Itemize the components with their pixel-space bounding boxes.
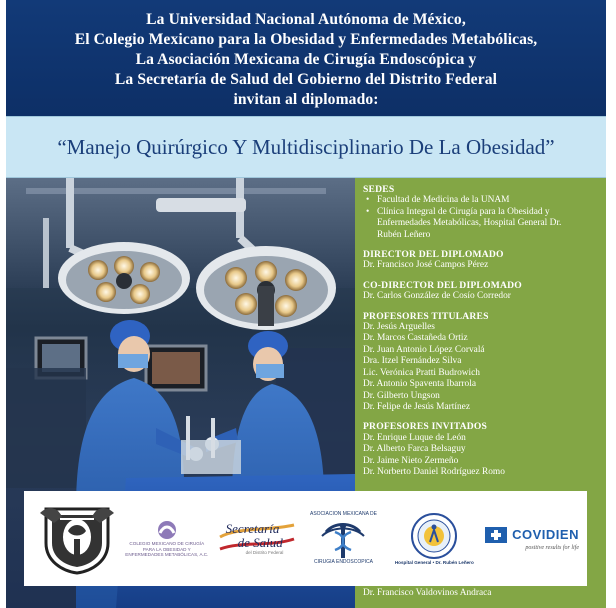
professor-name: Dr. Juan Antonio López Corvalá	[363, 344, 485, 355]
salud-sub-text: de Salud	[237, 534, 283, 550]
professor-name: Dr. Gilberto Ungson	[363, 390, 440, 401]
professor-name: Dr. Marcos Castañeda Ortiz	[363, 333, 468, 344]
header-line: La Asociación Mexicana de Cirugía Endoscópica y	[135, 51, 477, 68]
header-line: La Universidad Nacional Autónoma de México,	[146, 11, 466, 28]
covidien-tagline: positive results for life	[525, 544, 579, 551]
list-item	[363, 207, 600, 241]
header-line: La Secretaría de Salud del Gobierno del Distrito Federal	[114, 71, 498, 88]
guest-professor-name: Dr. Enrique Luque de León	[363, 432, 466, 443]
guest-professor-name: Dr. Alberto Farca Belsaguy	[363, 444, 466, 455]
section-title-titulares: PROFESORES TITULARES	[363, 310, 489, 322]
salud-tag-text: del Distrito Federal	[245, 549, 284, 555]
sponsor-logos-bar	[24, 491, 587, 586]
covidien-name: COVIDIEN	[512, 527, 579, 542]
amce-caduceus-icon	[318, 518, 368, 560]
comeo-name-line: PARA LA OBESIDAD Y	[142, 546, 191, 552]
diploma-flyer	[6, 0, 606, 608]
sedes-list	[363, 195, 600, 241]
amce-bottom-text: CIRUGIA ENDOSCOPICA	[314, 558, 373, 565]
header-line: invitan al diplomado:	[233, 91, 379, 108]
section-title-director: DIRECTOR DEL DIPLOMADO	[363, 249, 504, 261]
section-title-invitados: PROFESORES INVITADOS	[363, 421, 488, 433]
amce-logo	[303, 512, 383, 565]
guest-professor-name: Dr. Norberto Daniel Rodríguez Romo	[363, 466, 505, 477]
professor-name: Dr. Felipe de Jesús Martínez	[363, 401, 471, 412]
professor-name: Lic. Verónica Pratti Budrowich	[363, 367, 480, 378]
diploma-title-band	[6, 116, 606, 178]
comeo-name-line: ENFERMEDADES METABÓLICAS, A.C.	[125, 552, 209, 558]
guest-professor-name: Dr. Jaime Nieto Zermeño	[363, 455, 459, 466]
professor-name: Dr. Jesús Arguelles	[363, 322, 435, 333]
header-line: El Colegio Mexicano para la Obesidad y Enfermedades Metabólicas,	[74, 31, 538, 48]
clinica-caption: Hospital General • Dr. Rubén Leñero	[394, 559, 474, 565]
clinica-integral-logo	[391, 512, 477, 565]
comeo-logo	[124, 519, 210, 557]
clinica-seal-icon	[410, 512, 458, 560]
amce-top-text: ASOCIACION MEXICANA DE	[310, 511, 377, 518]
covidien-cross-icon	[485, 527, 507, 543]
salud-main-text: Secretaría	[225, 520, 280, 536]
comeo-name-line: COLEGIO MEXICANO DE CIRUGÍA	[129, 541, 205, 547]
professor-name: Dr. Antonio Spaventa Ibarrola	[363, 379, 476, 390]
codirector-name: Dr. Carlos González de Cosío Corredor	[363, 291, 511, 302]
professor-name: Dra. Itzel Fernández Silva	[363, 356, 462, 367]
guest-professor-name: Dr. Francisco Valdovinos Andraca	[363, 587, 492, 598]
venue-line: Rubén Leñero	[377, 229, 431, 240]
section-title-codirector: CO-DIRECTOR DEL DIPLOMADO	[363, 279, 522, 291]
comeo-emblem-icon	[156, 519, 178, 541]
unam-logo	[38, 503, 116, 575]
venue-line: • Clínica Integral de Cirugía para la Obesidad y	[377, 206, 550, 217]
venue-line: Enfermedades Metabólicas, Hospital General Dr.	[377, 218, 562, 229]
diploma-title: “Manejo Quirúrgico Y Multidisciplinario De La Obesidad”	[57, 134, 555, 159]
director-name: Dr. Francisco José Campos Pérez	[363, 260, 489, 271]
section-title-sedes: SEDES	[363, 184, 395, 195]
list-item	[363, 195, 600, 206]
secretaria-salud-logo	[218, 521, 296, 557]
venue-line: • Facultad de Medicina de la UNAM	[377, 195, 510, 206]
unam-shield-icon	[38, 503, 116, 575]
invitation-header	[6, 0, 606, 116]
covidien-logo	[485, 527, 579, 551]
